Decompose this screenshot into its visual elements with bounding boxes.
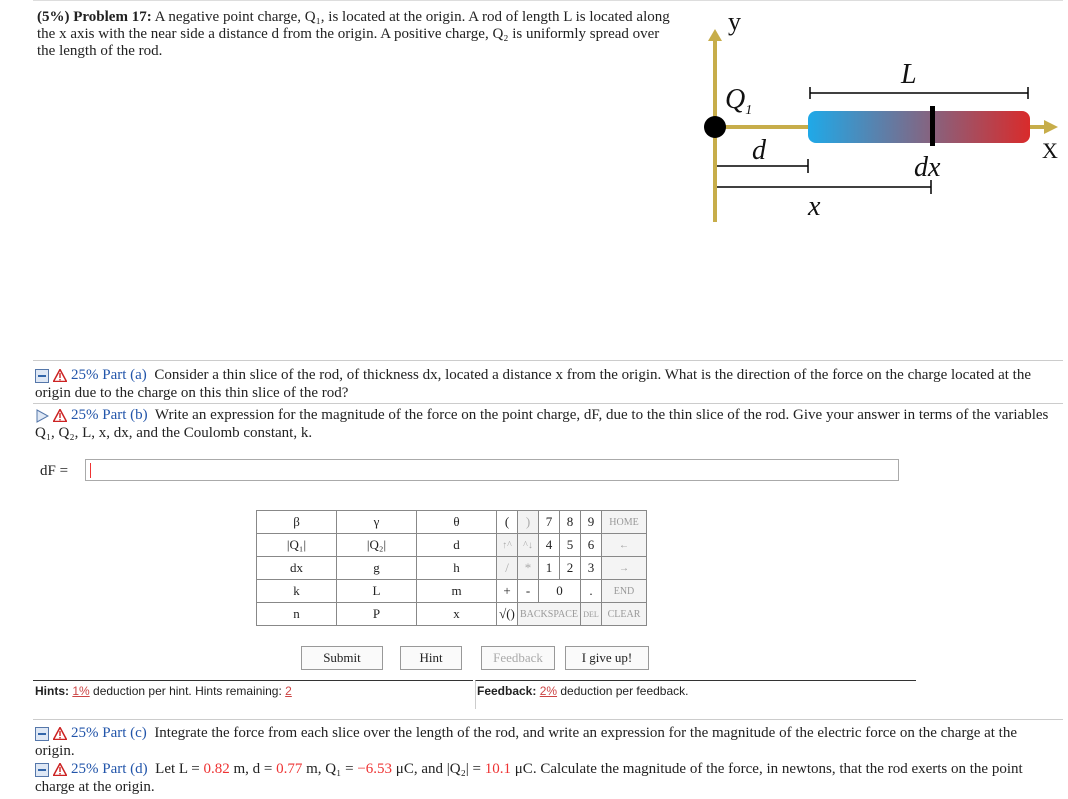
key-p[interactable]: P — [337, 603, 417, 626]
hints-label: Hints: — [35, 684, 69, 698]
key-left[interactable]: ← — [602, 534, 647, 557]
hints-remaining: 2 — [285, 684, 292, 698]
key-del[interactable]: DEL — [581, 603, 602, 626]
key-5[interactable]: 5 — [560, 534, 581, 557]
answer-input[interactable] — [85, 459, 899, 481]
key-divide[interactable]: / — [497, 557, 518, 580]
physics-diagram — [690, 5, 1068, 235]
key-m[interactable]: m — [417, 580, 497, 603]
problem-header: (5%) Problem 17: — [37, 9, 152, 25]
key-g[interactable]: g — [337, 557, 417, 580]
key-0[interactable]: 0 — [539, 580, 581, 603]
key-x[interactable]: x — [417, 603, 497, 626]
x-axis-label: X — [1042, 138, 1058, 163]
warning-icon — [53, 369, 67, 382]
key-1[interactable]: 1 — [539, 557, 560, 580]
part-d[interactable] — [35, 760, 1055, 796]
submit-button[interactable]: Submit — [301, 646, 383, 670]
key-h[interactable]: h — [417, 557, 497, 580]
key-beta[interactable]: β — [257, 511, 337, 534]
key-2[interactable]: 2 — [560, 557, 581, 580]
warning-icon — [53, 409, 67, 422]
part-a-title: 25% Part (a) — [71, 367, 147, 383]
key-plus[interactable]: + — [497, 580, 518, 603]
key-close-paren[interactable]: ) — [518, 511, 539, 534]
x-axis-arrow — [1044, 120, 1058, 134]
hint-button[interactable]: Hint — [400, 646, 462, 670]
expand-icon[interactable] — [35, 727, 49, 741]
part-d-text: Let L = 0.82 m, d = 0.77 m, Q₁ = −6.53 μC, and |Q₂| = 10.1 μC. Calculate the magnitude of the force, in newtons, that the rod exerts on the point charge at the origin. — [35, 761, 1023, 795]
feedback-text: deduction per feedback. — [557, 684, 689, 698]
key-6[interactable]: 6 — [581, 534, 602, 557]
divider-a — [33, 360, 1063, 361]
feedback-pct: 2% — [539, 684, 558, 698]
top-divider — [33, 0, 1063, 1]
key-clear[interactable]: CLEAR — [602, 603, 647, 626]
key-8[interactable]: 8 — [560, 511, 581, 534]
expand-icon[interactable] — [35, 763, 49, 777]
key-backspace[interactable]: BACKSPACE — [518, 603, 581, 626]
d-label: d — [752, 135, 766, 166]
dx-label: dx — [914, 152, 941, 183]
keypad — [256, 510, 647, 626]
part-b-title: 25% Part (b) — [71, 407, 148, 423]
key-multiply[interactable]: * — [518, 557, 539, 580]
part-b[interactable] — [35, 406, 1055, 442]
give-up-button[interactable]: I give up! — [565, 646, 649, 670]
key-end[interactable]: END — [602, 580, 647, 603]
y-axis-label: y — [728, 7, 741, 36]
key-power-up[interactable]: ↑^ — [497, 534, 518, 557]
dx-slice — [930, 106, 935, 146]
key-sqrt[interactable]: √() — [497, 603, 518, 626]
divider-c — [33, 719, 1063, 720]
key-home[interactable]: HOME — [602, 511, 647, 534]
point-charge-q1 — [704, 116, 726, 138]
key-q2[interactable]: |Q₂| — [337, 534, 417, 557]
key-right[interactable]: → — [602, 557, 647, 580]
feedback-info — [477, 684, 688, 698]
q1-label: $Q_1$ — [725, 84, 753, 118]
key-gamma[interactable]: γ — [337, 511, 417, 534]
text-caret — [90, 463, 91, 478]
key-minus[interactable]: - — [518, 580, 539, 603]
x-distance-label: x — [808, 191, 821, 222]
l-label: L — [901, 59, 917, 90]
answer-label: dF = — [40, 463, 69, 479]
hints-info — [35, 684, 292, 698]
part-d-title: 25% Part (d) — [71, 761, 148, 777]
hints-text: deduction per hint. Hints remaining: — [89, 684, 286, 698]
key-7[interactable]: 7 — [539, 511, 560, 534]
expand-icon[interactable] — [35, 369, 49, 383]
part-a[interactable] — [35, 366, 1055, 402]
feedback-button[interactable]: Feedback — [481, 646, 555, 670]
key-theta[interactable]: θ — [417, 511, 497, 534]
key-power-down[interactable]: ^↓ — [518, 534, 539, 557]
problem-statement — [37, 9, 677, 60]
key-dx[interactable]: dx — [257, 557, 337, 580]
key-d[interactable]: d — [417, 534, 497, 557]
part-c-title: 25% Part (c) — [71, 725, 147, 741]
warning-icon — [53, 727, 67, 740]
part-b-text: Write an expression for the magnitude of the force on the point charge, dF, due to the thin slice of the rod. Give your answer in terms of the variables Q₁, Q₂, L, x, dx, and the Coulomb constant, k. — [35, 407, 1049, 441]
part-c[interactable] — [35, 724, 1055, 760]
play-arrow-icon[interactable] — [35, 409, 49, 423]
problem-text: A negative point charge, Q₁, is located at the origin. A rod of length L is located along the x axis with the near side a distance d from the origin. A positive charge, Q₂ is uniformly spread over the length of the rod. — [37, 9, 670, 59]
key-q1[interactable]: |Q₁| — [257, 534, 337, 557]
hints-pct: 1% — [72, 684, 90, 698]
key-k[interactable]: k — [257, 580, 337, 603]
feedback-label: Feedback: — [477, 684, 537, 698]
key-open-paren[interactable]: ( — [497, 511, 518, 534]
y-axis-arrow — [708, 29, 722, 41]
key-9[interactable]: 9 — [581, 511, 602, 534]
hints-divider — [33, 680, 473, 681]
part-c-text: Integrate the force from each slice over the length of the rod, and write an expression for the magnitude of the electric force on the charge at the origin. — [35, 725, 1017, 759]
key-l[interactable]: L — [337, 580, 417, 603]
key-n[interactable]: n — [257, 603, 337, 626]
part-a-text: Consider a thin slice of the rod, of thickness dx, located a distance x from the origin. What is the direction of the force on the charge located at the origin due to the charge on this thin slice of the rod? — [35, 367, 1031, 401]
key-3[interactable]: 3 — [581, 557, 602, 580]
warning-icon — [53, 763, 67, 776]
key-4[interactable]: 4 — [539, 534, 560, 557]
key-dot[interactable]: . — [581, 580, 602, 603]
divider-b — [33, 403, 1063, 404]
charged-rod — [808, 111, 1030, 143]
